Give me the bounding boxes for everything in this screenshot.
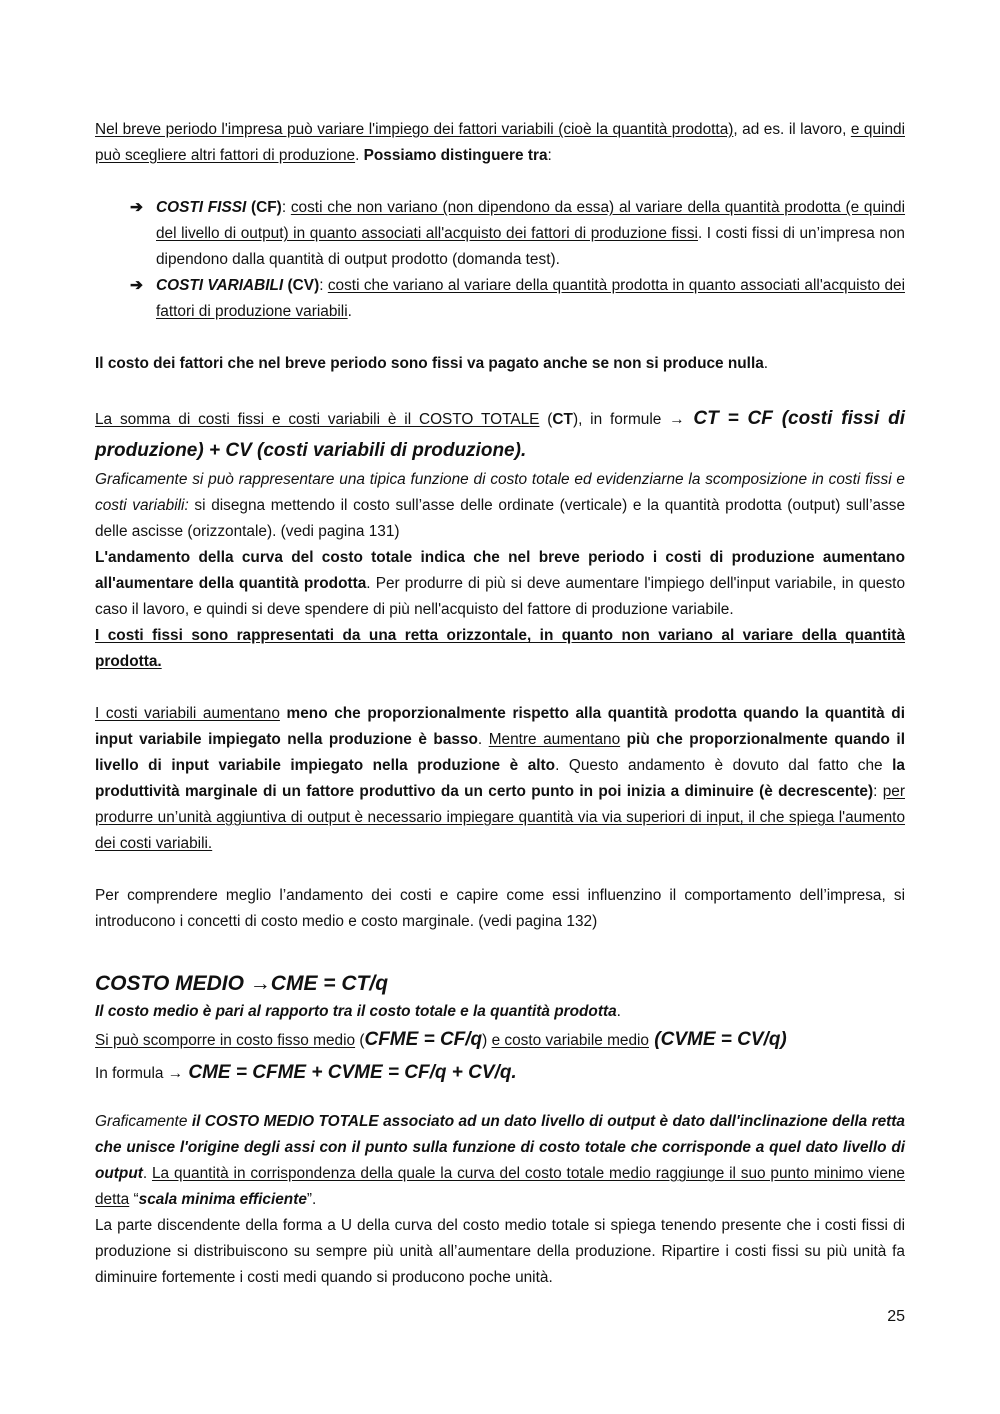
underlined-text: Si può scomporre in costo fisso medio — [95, 1032, 356, 1049]
title-text: COSTO MEDIO — [95, 972, 250, 995]
text: . I costi fissi di un’impresa non dipendono dalla quantità di output prodotto (domanda test). — [156, 225, 905, 268]
text: . — [347, 303, 352, 320]
definition: costi che variano al variare della quantità prodotta in quanto associati all'acquisto dei fattori di produzione variabili — [156, 277, 905, 320]
paragraph-comprendere — [95, 883, 905, 935]
arrow-icon: → — [249, 972, 271, 995]
paragraph-costo-totale — [95, 403, 905, 467]
text: In formula — [95, 1065, 168, 1082]
arrow-icon: ➔ — [130, 199, 143, 216]
term: COSTI VARIABILI — [156, 277, 284, 294]
paragraph-forma-u — [95, 1213, 905, 1291]
spacer — [95, 675, 905, 701]
underlined-text: Nel breve periodo l'impresa può variare l'impiego dei fattori variabili (cioè la quantità prodotta) — [95, 121, 734, 138]
italic-text: Graficamente si può rappresentare una tipica funzione di costo totale ed evidenziarne la scomposizione in costi fissi e costi variabili: — [95, 471, 905, 514]
bold-italic-text: il COSTO MEDIO TOTALE associato ad un dato livello di output è dato dall'inclinazione della retta che unisce l'origine degli assi con il punto sulla funzione di costo totale che corrisponde a quel dato livello di output — [95, 1113, 905, 1182]
bold-text: L'andamento della curva del costo totale indica che nel breve periodo i costi di produzione aumentano all'aumentare della quantità prodotta — [95, 549, 905, 592]
paragraph-intro — [95, 117, 905, 169]
paragraph-costi-variabili — [95, 701, 905, 857]
list-item-costi-fissi — [130, 195, 905, 273]
text: . — [477, 731, 489, 748]
spacer — [95, 1091, 905, 1109]
text: . — [142, 1165, 152, 1182]
text: . Per produrre di più si deve aumentare l'impiego dell'input variabile, in questo caso il lavoro, e quindi si deve spendere di più nell'acquisto del fattore di produzione variabile. — [95, 575, 905, 618]
section-title-costo-medio — [95, 969, 905, 999]
underlined-text: e quindi può scegliere altri fattori di produzione — [95, 121, 905, 164]
arrow-icon: ➔ — [130, 277, 143, 294]
paragraph-in-formula — [95, 1056, 905, 1091]
text: . Questo andamento è dovuto dal fatto che — [555, 757, 893, 774]
text: ), in formule — [572, 411, 670, 428]
text: : — [281, 199, 291, 216]
text: ) — [482, 1032, 492, 1049]
definition: Il costo medio è pari al rapporto tra il costo totale e la quantità prodotta — [95, 1003, 617, 1020]
spacer — [95, 935, 905, 969]
paragraph-fixed-costs — [95, 351, 905, 377]
text: Per comprendere meglio l’andamento dei costi e capire come essi influenzino il comportamento dell’impresa, si introducono i concetti di costo medio e costo marginale. (vedi pagina 132) — [95, 887, 905, 930]
term: COSTI FISSI — [156, 199, 247, 216]
text: . — [763, 355, 769, 372]
underlined-text: Mentre aumentano — [488, 731, 621, 748]
paragraph-andamento — [95, 545, 905, 623]
underlined-text: La somma di costi fissi e costi variabili è il COSTO TOTALE — [95, 411, 540, 428]
bold-text: più che proporzionalmente quando il livello di input variabile impiegato nella produzione è alto — [95, 731, 905, 774]
bold-text: CT — [552, 411, 573, 428]
underlined-text: La quantità in corrispondenza della quale la curva del costo totale medio raggiunge il suo punto minimo viene detta — [95, 1165, 905, 1208]
bold-italic-text: scala minima efficiente — [138, 1191, 307, 1208]
abbr: (CF) — [246, 199, 282, 216]
text: ( — [539, 411, 553, 428]
formula-cvme: (CVME = CV/q) — [649, 1029, 787, 1050]
formula-cfme: CFME = CF/q — [364, 1029, 483, 1050]
cost-types-list — [95, 195, 905, 325]
paragraph-costo-medio-totale — [95, 1109, 905, 1213]
spacer — [95, 169, 905, 195]
arrow-icon: → — [167, 1065, 184, 1082]
title-formula: CME = CT/q — [270, 972, 389, 995]
spacer — [95, 857, 905, 883]
formula-ct: CT = CF (costi fissi di produzione) + CV (costi variabili di produzione). — [95, 408, 906, 461]
text: “ — [129, 1191, 139, 1208]
text: si disegna mettendo il costo sull’asse delle ordinate (verticale) e la quantità prodotta (output) sull’asse delle ascisse (orizzontale). (vedi pagina 131) — [95, 497, 906, 540]
document-body — [95, 117, 905, 1291]
paragraph-graficamente — [95, 467, 905, 545]
abbr: (CV) — [283, 277, 320, 294]
bold-text: meno che proporzionalmente rispetto alla quantità prodotta quando la quantità di input variabile impiegato nella produzione è basso — [95, 705, 905, 748]
paragraph-scomposizione — [95, 1025, 905, 1056]
paragraph-retta-orizzontale — [95, 623, 905, 675]
definition: costi che non variano (non dipendono da essa) al variare della quantità prodotta (e quindi del livello di output) in quanto associati all'acquisto dei fattori di produzione fissi — [156, 199, 906, 242]
bold-text: Il costo dei fattori che nel breve periodo sono fissi va pagato anche se non si produce nulla — [95, 355, 764, 372]
formula-cme: CME = CFME + CVME = CF/q + CV/q. — [183, 1062, 517, 1083]
arrow-icon: → — [669, 411, 685, 428]
page-number: 25 — [887, 1308, 905, 1325]
italic-text: Graficamente — [95, 1113, 188, 1130]
list-item-costi-variabili — [130, 273, 905, 325]
text: : — [319, 277, 328, 294]
text: : — [873, 783, 883, 800]
text: La parte discendente della forma a U della curva del costo medio totale si spiega tenendo presente che i costi fissi di produzione si distribuiscono su sempre più unità all’aumentare della produzione. Ripartire i costi fissi su più unità fa diminuire fortemente i costi medi quando si producono poche unità. — [95, 1217, 905, 1286]
spacer — [95, 325, 905, 351]
bold-underlined-text: I costi fissi sono rappresentati da una retta orizzontale, in quanto non variano al variare della quantità prodotta. — [95, 627, 905, 670]
underlined-text: I costi variabili aumentano — [95, 705, 280, 722]
underlined-text: e costo variabile medio — [491, 1032, 649, 1049]
text: ”. — [306, 1191, 317, 1208]
text: : — [547, 147, 552, 164]
text: ( — [355, 1032, 365, 1049]
text: . — [355, 147, 364, 164]
bold-text: Possiamo distinguere tra — [363, 147, 548, 164]
text: . — [616, 1003, 621, 1020]
underlined-text: per produrre un’unità aggiuntiva di output è necessario impiegare quantità via via superiori di input, il che spiega l'aumento dei costi variabili. — [95, 783, 905, 852]
text: , ad es. il lavoro, — [733, 121, 851, 138]
bold-text: la produttività marginale di un fattore produttivo da un certo punto in poi inizia a diminuire (è decrescente) — [95, 757, 905, 800]
paragraph-costo-medio-def — [95, 999, 905, 1025]
spacer — [95, 377, 905, 403]
